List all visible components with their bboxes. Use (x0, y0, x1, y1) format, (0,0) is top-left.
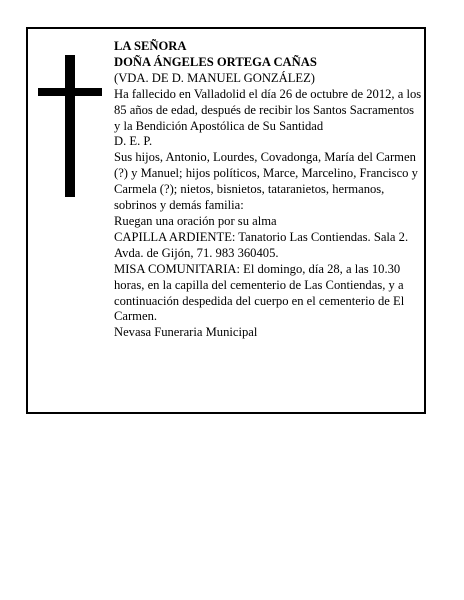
prayer-request: Ruegan una oración por su alma (114, 213, 277, 228)
mass-info: MISA COMUNITARIA: El domingo, día 28, a las 10.30 horas, en la capilla del cementerio de Las Contiendas, y a continuación despedida del cuerpo en el cementerio de El Carmen. (114, 261, 405, 324)
widow-of: (VDA. DE D. MANUEL GONZÁLEZ) (114, 70, 315, 85)
cross-vertical-bar (65, 55, 75, 197)
cross-icon (38, 55, 102, 197)
funeral-home: Nevasa Funeraria Municipal (114, 325, 258, 340)
family-list: Sus hijos, Antonio, Lourdes, Covadonga, María del Carmen (?) y Manuel; hijos políticos, Marce, Marcelino, Francisco y Carmela (?); nietos, bisnietos, tataranietos, hermanos, sobrinos y demás familia: (114, 150, 418, 213)
chapel-info: CAPILLA ARDIENTE: Tanatorio Las Contiendas. Sala 2. Avda. de Gijón, 71. 983 360405. (114, 229, 409, 260)
heading-title: LA SEÑORA (114, 39, 187, 53)
cross-horizontal-bar (38, 88, 102, 96)
notice-text (114, 39, 422, 341)
deceased-name: DOÑA ÁNGELES ORTEGA CAÑAS (114, 54, 317, 69)
rip-line: D. E. P. (114, 134, 153, 149)
death-announcement: Ha fallecido en Valladolid el día 26 de octubre de 2012, a los 85 años de edad, después de recibir los Santos Sacramentos y la Bendición Apostólica de Su Santidad (114, 86, 422, 133)
